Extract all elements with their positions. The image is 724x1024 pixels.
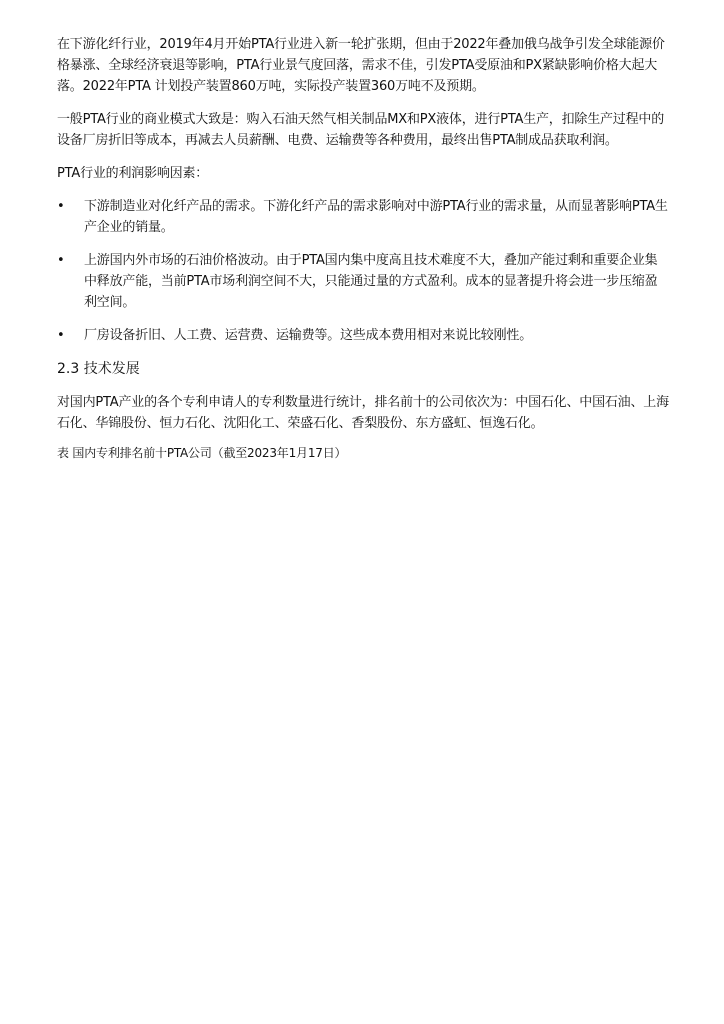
list-item	[57, 250, 669, 313]
factors-heading: PTA行业的利润影响因素：	[57, 166, 209, 181]
factor-text: 上游国内外市场的石油价格波动。由于PTA国内集中度高且技术难度不大，叠加产能过剩和重要企业集中释放产能，当前PTA市场利润空间不大，只能通过量的方式盈利。成本的显著提升将会进一步压缩盈利空间。	[84, 253, 658, 310]
bullet-icon: •	[57, 328, 65, 343]
section-title: 2.3 技术发展	[57, 361, 140, 377]
factors-list	[57, 196, 669, 346]
list-item	[57, 196, 669, 238]
section-body: 对国内PTA产业的各个专利申请人的专利数量进行统计，排名前十的公司依次为：中国石化、中国石油、上海石化、华锦股份、恒力石化、沈阳化工、荣盛石化、香梨股份、东方盛虹、恒逸石化。	[57, 395, 669, 431]
factor-text: 下游制造业对化纤产品的需求。下游化纤产品的需求影响对中游PTA行业的需求量，从而显著影响PTA生产企业的销量。	[84, 199, 668, 235]
business-model-paragraph: 一般PTA行业的商业模式大致是：购入石油天然气相关制品MX和PX液体，进行PTA生产，扣除生产过程中的设备厂房折旧等成本，再减去人员薪酬、电费、运输费等各种费用，最终出售PTA制成品获取利润。	[57, 112, 664, 148]
document-page	[57, 34, 669, 462]
table-caption: 表 国内专利排名前十PTA公司（截至2023年1月17日）	[57, 446, 347, 460]
intro-paragraph: 在下游化纤行业，2019年4月开始PTA行业进入新一轮扩张期，但由于2022年叠加俄乌战争引发全球能源价格暴涨、全球经济衰退等影响，PTA行业景气度回落，需求不佳，引发PTA受原油和PX紧缺影响价格大起大落。2022年PTA 计划投产装置860万吨，实际投产装置360万吨不及预期。	[57, 37, 665, 94]
bullet-icon: •	[57, 199, 65, 214]
list-item	[57, 325, 669, 346]
bullet-icon: •	[57, 253, 65, 268]
factor-text: 厂房设备折旧、人工费、运营费、运输费等。这些成本费用相对来说比较刚性。	[84, 328, 533, 343]
